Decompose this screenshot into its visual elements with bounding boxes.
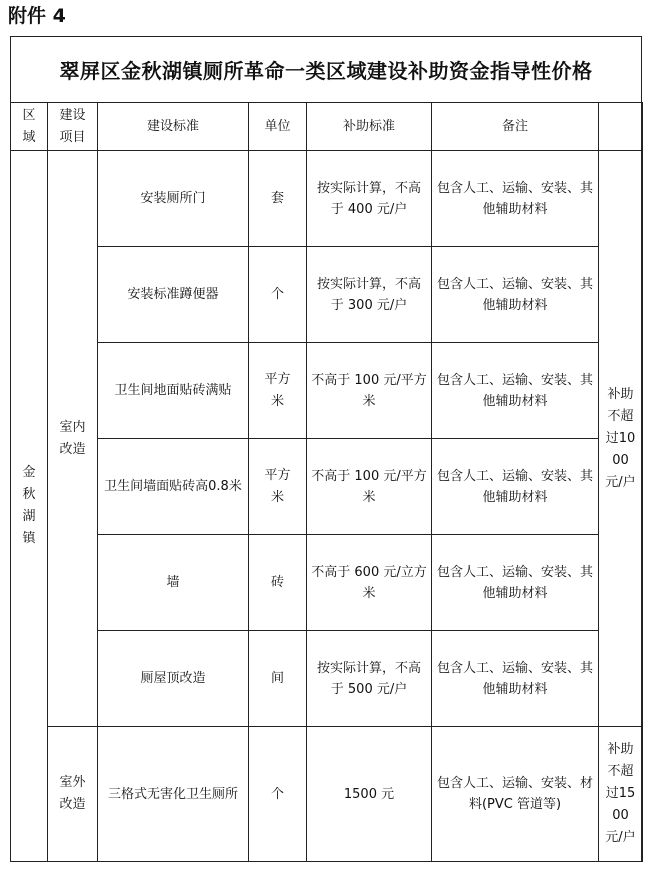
table-row <box>11 343 643 439</box>
header-region: 区域 <box>11 103 48 151</box>
header-row <box>11 103 643 151</box>
unit-cell: 套 <box>249 151 307 247</box>
standard-cell: 卫生间墙面贴砖高0.8米 <box>98 439 249 535</box>
notes-cell: 包含人工、运输、安装、其他辅助材料 <box>432 535 599 631</box>
unit-cell: 砖 <box>249 535 307 631</box>
header-project: 建设项目 <box>48 103 98 151</box>
standard-cell: 卫生间地面贴砖满贴 <box>98 343 249 439</box>
header-standard: 建设标准 <box>98 103 249 151</box>
subsidy-cell: 1500 元 <box>307 727 432 862</box>
table-row <box>11 151 643 247</box>
notes-cell: 包含人工、运输、安装、其他辅助材料 <box>432 439 599 535</box>
table-row <box>11 439 643 535</box>
table-row <box>11 247 643 343</box>
unit-cell: 个 <box>249 247 307 343</box>
subsidy-cell: 按实际计算，不高于 300 元/户 <box>307 247 432 343</box>
annex-label: 附件 4 <box>8 5 66 27</box>
region-cell: 金秋湖镇 <box>11 151 48 862</box>
unit-cell: 平方米 <box>249 439 307 535</box>
header-unit: 单位 <box>249 103 307 151</box>
table-row <box>11 631 643 727</box>
project-indoor: 室内改造 <box>48 151 98 727</box>
subsidy-cell: 按实际计算，不高于 500 元/户 <box>307 631 432 727</box>
notes-cell: 包含人工、运输、安装、其他辅助材料 <box>432 631 599 727</box>
table-row <box>11 727 643 862</box>
unit-cell: 间 <box>249 631 307 727</box>
standard-cell: 安装标准蹲便器 <box>98 247 249 343</box>
standard-cell: 安装厕所门 <box>98 151 249 247</box>
notes-cell: 包含人工、运输、安装、其他辅助材料 <box>432 151 599 247</box>
unit-cell: 个 <box>249 727 307 862</box>
header-notes: 备注 <box>432 103 599 151</box>
notes-cell: 包含人工、运输、安装、其他辅助材料 <box>432 343 599 439</box>
subsidy-cell: 不高于 600 元/立方米 <box>307 535 432 631</box>
header-remark <box>599 103 643 151</box>
notes-cell: 包含人工、运输、安装、其他辅助材料 <box>432 247 599 343</box>
project-outdoor: 室外改造 <box>48 727 98 862</box>
subsidy-cell: 不高于 100 元/平方米 <box>307 343 432 439</box>
subsidy-cell: 按实际计算，不高于 400 元/户 <box>307 151 432 247</box>
notes-cell: 包含人工、运输、安装、材料(PVC 管道等) <box>432 727 599 862</box>
price-table <box>10 102 643 862</box>
remark-indoor: 补助不超过1000元/户 <box>599 151 643 727</box>
standard-cell: 墙 <box>98 535 249 631</box>
standard-cell: 厕屋顶改造 <box>98 631 249 727</box>
unit-cell: 平方米 <box>249 343 307 439</box>
remark-outdoor: 补助不超过1500元/户 <box>599 727 643 862</box>
table-row <box>11 535 643 631</box>
subsidy-cell: 不高于 100 元/平方米 <box>307 439 432 535</box>
standard-cell: 三格式无害化卫生厕所 <box>98 727 249 862</box>
page-title: 翠屏区金秋湖镇厕所革命一类区域建设补助资金指导性价格 <box>59 58 593 83</box>
header-subsidy: 补助标准 <box>307 103 432 151</box>
